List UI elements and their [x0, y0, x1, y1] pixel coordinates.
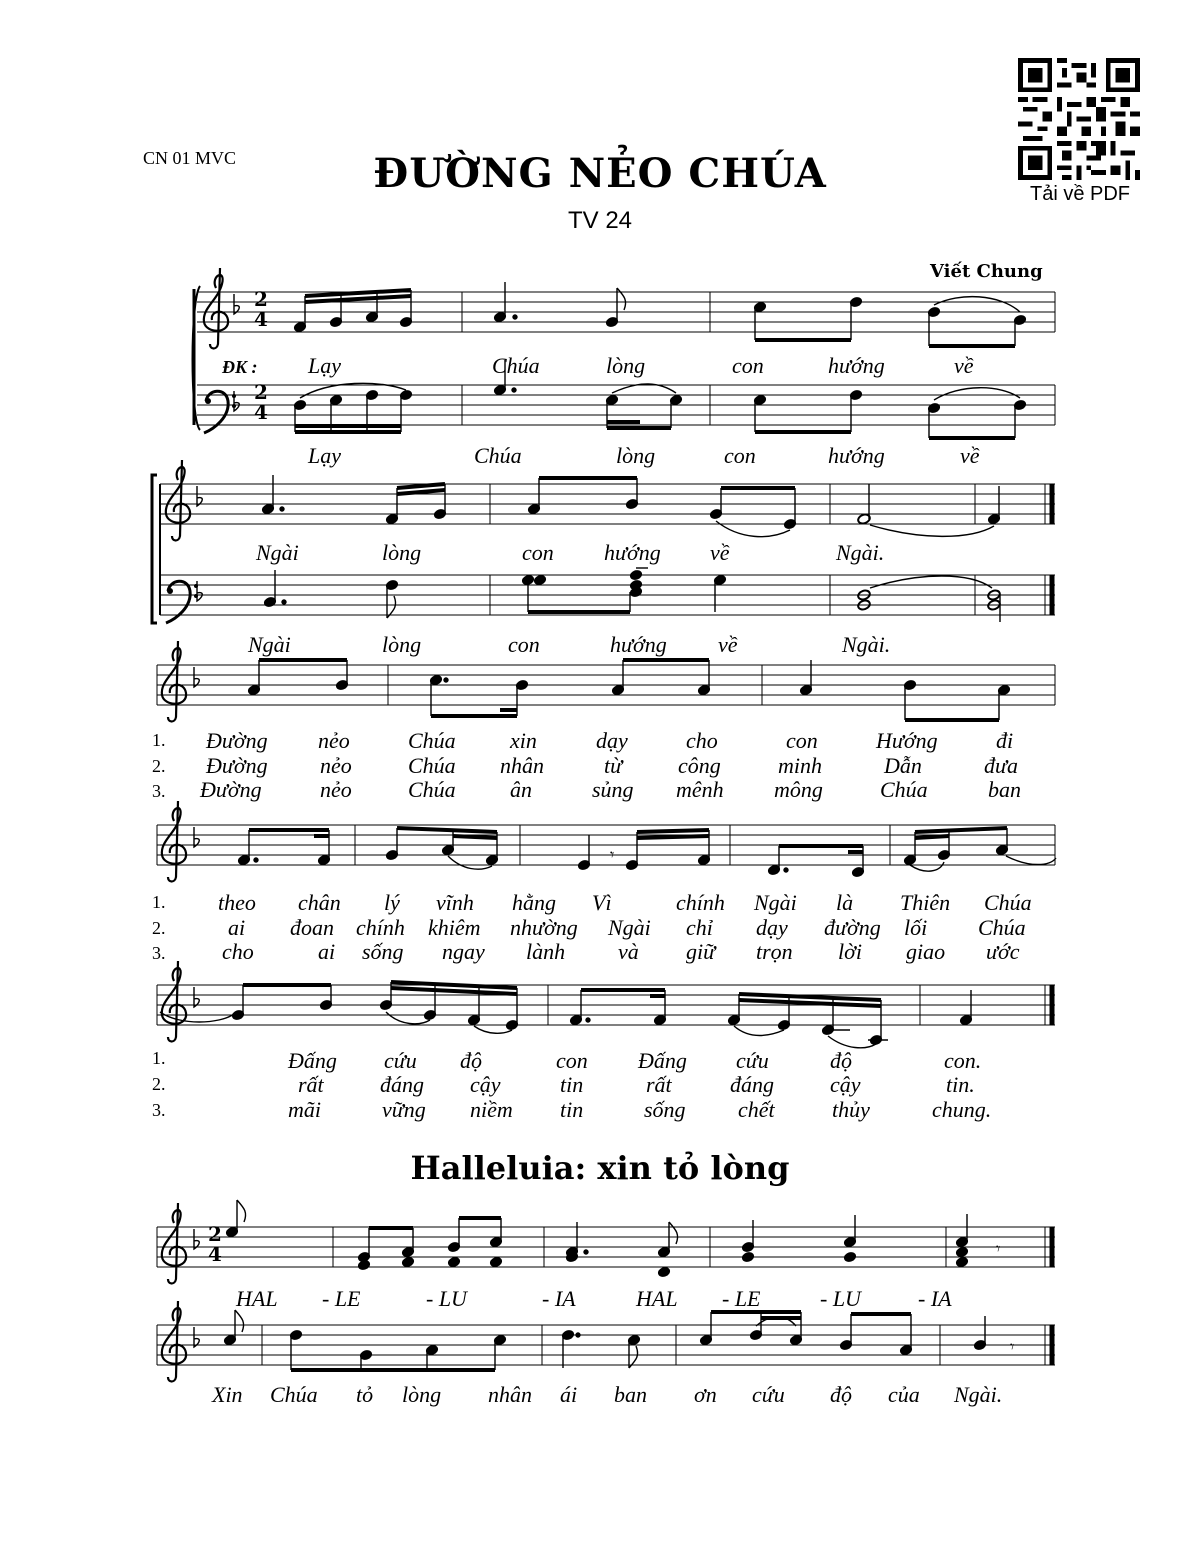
svg-text:lòng: lòng: [382, 540, 422, 565]
svg-text:4: 4: [254, 400, 268, 424]
svg-text:theo: theo: [218, 890, 256, 915]
svg-text:lòng: lòng: [402, 1382, 442, 1407]
verse-staff-1: [157, 665, 1055, 705]
svg-text:Dẫn: Dẫn: [884, 753, 922, 778]
svg-text:lành: lành: [526, 939, 566, 964]
svg-text:nhân: nhân: [488, 1382, 532, 1407]
svg-text:tin: tin: [560, 1072, 584, 1097]
svg-text:rất: rất: [646, 1072, 672, 1097]
svg-text:chỉ: chỉ: [686, 915, 713, 940]
svg-text:Đường: Đường: [206, 753, 268, 778]
svg-text:dạy: dạy: [756, 915, 788, 940]
svg-text:tin.: tin.: [946, 1072, 975, 1097]
svg-text:- LU: - LU: [426, 1286, 467, 1311]
svg-text:đoan: đoan: [290, 915, 334, 940]
svg-text:1.: 1.: [152, 892, 166, 912]
svg-text:1.: 1.: [152, 730, 166, 750]
svg-text:đường: đường: [824, 915, 881, 940]
svg-text:giao: giao: [906, 939, 946, 964]
svg-text:con: con: [522, 540, 554, 565]
svg-text:mênh: mênh: [676, 777, 724, 802]
alleluia-lyrics-1: [235, 1286, 952, 1311]
svg-text:3.: 3.: [152, 781, 166, 801]
svg-text:Chúa: Chúa: [408, 728, 456, 753]
svg-text:Ngài: Ngài: [256, 540, 299, 565]
svg-text:chính: chính: [356, 915, 405, 940]
composer-name: Viết Chung: [930, 261, 1043, 282]
svg-text:- LE: - LE: [322, 1286, 361, 1311]
svg-text:𝄾: 𝄾: [1010, 1337, 1015, 1356]
svg-text:2: 2: [254, 287, 268, 311]
svg-text:chính: chính: [676, 890, 725, 915]
verse-block-1: [199, 728, 1021, 802]
svg-text:lối: lối: [904, 915, 928, 940]
svg-text:từ: từ: [604, 753, 623, 778]
svg-text:của: của: [888, 1382, 920, 1407]
svg-text:giữ: giữ: [686, 939, 716, 964]
svg-text:- IA: - IA: [542, 1286, 576, 1311]
svg-text:rất: rất: [298, 1072, 324, 1097]
svg-text:con: con: [556, 1048, 588, 1073]
svg-text:con: con: [724, 443, 756, 468]
svg-text:lý: lý: [384, 890, 400, 915]
svg-text:độ: độ: [460, 1048, 482, 1073]
svg-text:cậy: cậy: [830, 1072, 861, 1097]
svg-text:nhân: nhân: [500, 753, 544, 778]
svg-text:hằng: hằng: [512, 890, 556, 915]
song-title: ĐƯỜNG NẺO CHÚA: [373, 150, 827, 197]
svg-text:2.: 2.: [152, 918, 166, 938]
svg-text:con: con: [786, 728, 818, 753]
song-subtitle: TV 24: [567, 207, 633, 234]
svg-text:vĩnh: vĩnh: [436, 890, 474, 915]
svg-text:HAL: HAL: [636, 1286, 678, 1311]
svg-text:vững: vững: [382, 1097, 426, 1122]
svg-text:sủng: sủng: [592, 777, 634, 802]
svg-text:đáng: đáng: [730, 1072, 774, 1097]
svg-text:Lạy: Lạy: [308, 353, 341, 378]
svg-text:nhường: nhường: [510, 915, 578, 940]
svg-text:Hướng: Hướng: [876, 728, 938, 753]
svg-text:đưa: đưa: [984, 753, 1018, 778]
svg-text:- LU: - LU: [820, 1286, 861, 1311]
svg-text:HAL: HAL: [236, 1286, 278, 1311]
song-code: CN 01 MVC: [143, 148, 237, 168]
svg-text:lời: lời: [838, 939, 862, 964]
svg-text:Ngài: Ngài: [608, 915, 651, 940]
svg-text:3.: 3.: [152, 943, 166, 963]
download-pdf-link[interactable]: Tải về PDF: [1029, 183, 1131, 205]
svg-text:lòng: lòng: [616, 443, 656, 468]
svg-text:ai: ai: [228, 915, 246, 940]
svg-text:2: 2: [254, 380, 268, 404]
svg-text:xin: xin: [510, 728, 537, 753]
svg-text:ban: ban: [614, 1382, 647, 1407]
svg-text:về: về: [710, 540, 730, 565]
svg-text:Chúa: Chúa: [408, 753, 456, 778]
svg-text:- LE: - LE: [722, 1286, 761, 1311]
svg-text:hướng: hướng: [610, 632, 667, 657]
svg-text:về: về: [954, 353, 974, 378]
svg-text:hướng: hướng: [828, 443, 885, 468]
svg-text:cứu: cứu: [384, 1048, 417, 1073]
svg-text:nẻo: nẻo: [318, 728, 350, 753]
svg-text:ơn: ơn: [694, 1382, 717, 1407]
svg-text:tin: tin: [560, 1097, 584, 1122]
svg-text:về: về: [718, 632, 738, 657]
svg-text:chân: chân: [298, 890, 341, 915]
svg-text:chung.: chung.: [932, 1097, 992, 1122]
svg-text:Ngài.: Ngài.: [836, 540, 885, 565]
refrain-lyrics-lower-1: [307, 443, 980, 468]
svg-text:độ: độ: [830, 1048, 852, 1073]
svg-text:con: con: [508, 632, 540, 657]
svg-text:Ngài.: Ngài.: [842, 632, 891, 657]
svg-text:lòng: lòng: [606, 353, 646, 378]
svg-text:mãi: mãi: [288, 1097, 321, 1122]
svg-text:minh: minh: [778, 753, 822, 778]
svg-text:Chúa: Chúa: [492, 353, 540, 378]
svg-text:hướng: hướng: [828, 353, 885, 378]
svg-text:đi: đi: [996, 728, 1014, 753]
svg-text:về: về: [960, 443, 980, 468]
alleluia-heading: Halleluia: xin tỏ lòng: [410, 1149, 790, 1187]
svg-text:cho: cho: [686, 728, 718, 753]
svg-text:ngay: ngay: [442, 939, 485, 964]
svg-text:Ngài.: Ngài.: [954, 1382, 1003, 1407]
svg-text:Ngài: Ngài: [754, 890, 797, 915]
svg-text:Chúa: Chúa: [408, 777, 456, 802]
svg-text:Chúa: Chúa: [270, 1382, 318, 1407]
svg-text:Chúa: Chúa: [984, 890, 1032, 915]
svg-text:dạy: dạy: [596, 728, 628, 753]
svg-text:cứu: cứu: [736, 1048, 769, 1073]
svg-text:Đấng: Đấng: [288, 1048, 337, 1073]
svg-text:2.: 2.: [152, 756, 166, 776]
svg-text:𝄾: 𝄾: [610, 845, 615, 864]
svg-text:con.: con.: [944, 1048, 982, 1073]
alleluia-staff-2: [157, 1325, 1055, 1365]
svg-text:cậy: cậy: [470, 1072, 501, 1097]
svg-text:3.: 3.: [152, 1100, 166, 1120]
svg-text:lòng: lòng: [382, 632, 422, 657]
svg-text:2: 2: [208, 1222, 222, 1246]
svg-text:cứu: cứu: [752, 1382, 785, 1407]
svg-text:ước: ước: [986, 939, 1020, 964]
refrain-lyrics-upper-2: [255, 540, 884, 565]
svg-text:ai: ai: [318, 939, 336, 964]
svg-text:ái: ái: [560, 1382, 578, 1407]
svg-text:niềm: niềm: [470, 1097, 513, 1122]
svg-text:chết: chết: [738, 1097, 775, 1122]
svg-text:mông: mông: [774, 777, 823, 802]
svg-text:tỏ: tỏ: [356, 1382, 374, 1407]
svg-text:Đường: Đường: [200, 777, 262, 802]
svg-text:Vì: Vì: [592, 890, 612, 915]
svg-text:𝄾: 𝄾: [996, 1239, 1001, 1258]
svg-text:Lạy: Lạy: [308, 443, 341, 468]
svg-text:ân: ân: [510, 777, 532, 802]
svg-text:và: và: [618, 939, 639, 964]
svg-text:sống: sống: [644, 1097, 686, 1122]
svg-text:độ: độ: [830, 1382, 852, 1407]
svg-text:4: 4: [208, 1242, 222, 1266]
svg-text:nẻo: nẻo: [320, 777, 352, 802]
svg-text:Thiên: Thiên: [900, 890, 951, 915]
verse-numbers-2: [152, 892, 166, 963]
svg-text:1.: 1.: [152, 1048, 166, 1068]
svg-text:- IA: - IA: [918, 1286, 952, 1311]
refrain-lyrics-upper-1: [307, 353, 974, 378]
svg-text:ban: ban: [988, 777, 1021, 802]
svg-text:Chúa: Chúa: [978, 915, 1026, 940]
refrain-label: ĐK :: [222, 357, 258, 377]
svg-text:Đường: Đường: [206, 728, 268, 753]
svg-text:cho: cho: [222, 939, 254, 964]
svg-text:thủy: thủy: [832, 1097, 870, 1122]
svg-text:hướng: hướng: [604, 540, 661, 565]
svg-text:Ngài: Ngài: [248, 632, 291, 657]
svg-text:2.: 2.: [152, 1074, 166, 1094]
svg-text:Chúa: Chúa: [880, 777, 928, 802]
verse-numbers-3: [152, 1048, 166, 1120]
verse-block-2: [218, 890, 1032, 964]
svg-text:trọn: trọn: [756, 939, 793, 964]
svg-text:Xin: Xin: [212, 1382, 243, 1407]
refrain-lyrics-lower-2: [247, 632, 890, 657]
svg-text:4: 4: [254, 307, 268, 331]
verse-numbers-1: [152, 730, 166, 801]
alleluia-staff-1: [157, 1227, 1055, 1267]
svg-text:nẻo: nẻo: [320, 753, 352, 778]
svg-text:sống: sống: [362, 939, 404, 964]
svg-text:công: công: [678, 753, 721, 778]
svg-text:là: là: [836, 890, 854, 915]
alleluia-lyrics-2: [211, 1382, 1002, 1407]
svg-text:Đấng: Đấng: [638, 1048, 687, 1073]
svg-text:con: con: [732, 353, 764, 378]
verse-block-3: [287, 1048, 991, 1122]
svg-text:Chúa: Chúa: [474, 443, 522, 468]
svg-text:khiêm: khiêm: [428, 915, 481, 940]
svg-text:đáng: đáng: [380, 1072, 424, 1097]
